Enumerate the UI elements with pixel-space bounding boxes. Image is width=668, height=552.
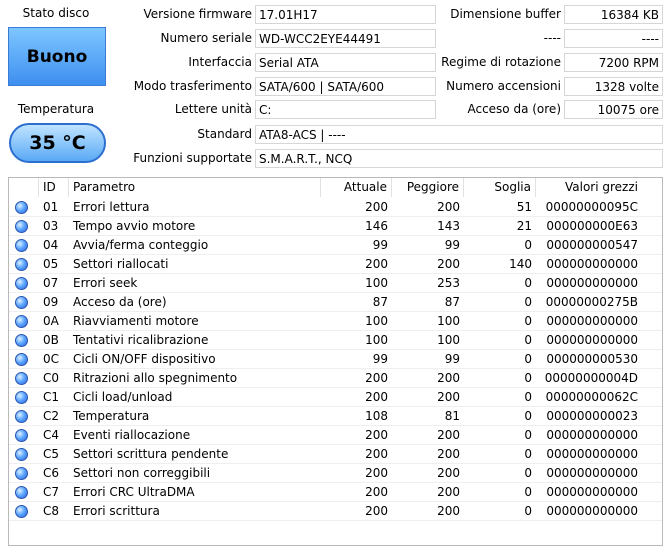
blank-value: ---- <box>564 29 663 48</box>
power-on-hours-value: 10075 ore <box>564 100 663 119</box>
status-good-icon <box>15 277 28 290</box>
attribute-threshold: 0 <box>524 295 532 309</box>
attribute-raw: 000000000000 <box>546 485 638 499</box>
health-status-label: Stato disco <box>22 6 90 20</box>
attribute-name: Riavviamenti motore <box>73 314 199 328</box>
status-good-icon <box>15 239 28 252</box>
header-threshold[interactable]: Soglia <box>464 178 536 197</box>
blank-label: ---- <box>543 31 561 45</box>
attribute-id: C2 <box>43 409 60 423</box>
table-row[interactable] <box>9 483 662 502</box>
attribute-threshold: 0 <box>524 466 532 480</box>
attribute-name: Settori scrittura pendente <box>73 447 229 461</box>
attribute-raw: 000000000000 <box>546 257 638 271</box>
attribute-name: Acceso da (ore) <box>73 295 167 309</box>
attribute-id: C4 <box>43 428 60 442</box>
attribute-id: 05 <box>43 257 59 271</box>
attribute-name: Tempo avvio motore <box>73 219 196 233</box>
header-parameter[interactable]: Parametro <box>69 178 321 197</box>
table-row[interactable] <box>9 502 662 521</box>
standard-label: Standard <box>197 127 252 141</box>
attribute-threshold: 0 <box>524 238 532 252</box>
attribute-worst: 200 <box>437 371 460 385</box>
table-row[interactable] <box>9 407 662 426</box>
attribute-threshold: 51 <box>516 200 532 214</box>
attribute-worst: 87 <box>444 295 460 309</box>
attribute-id: 0A <box>43 314 59 328</box>
attribute-name: Tentativi ricalibrazione <box>73 333 209 347</box>
attribute-worst: 253 <box>437 276 460 290</box>
buffer-size-label: Dimensione buffer <box>450 7 561 21</box>
attribute-name: Avvia/ferma conteggio <box>73 238 209 252</box>
attribute-raw: 00000000275B <box>545 295 638 309</box>
table-row[interactable] <box>9 369 662 388</box>
attribute-current: 146 <box>365 219 388 233</box>
attribute-threshold: 0 <box>524 485 532 499</box>
table-row[interactable] <box>9 464 662 483</box>
attribute-id: 07 <box>43 276 59 290</box>
attribute-current: 99 <box>372 352 388 366</box>
attribute-name: Ritrazioni allo spegnimento <box>73 371 238 385</box>
buffer-size-value: 16384 KB <box>564 5 663 24</box>
attribute-raw: 000000000023 <box>546 409 638 423</box>
attribute-current: 100 <box>365 276 388 290</box>
attribute-threshold: 0 <box>524 371 532 385</box>
attribute-raw: 000000000000 <box>546 276 638 290</box>
attribute-current: 200 <box>365 200 388 214</box>
attribute-id: 09 <box>43 295 59 309</box>
health-status-button[interactable]: Buono <box>8 27 106 86</box>
table-row[interactable] <box>9 388 662 407</box>
firmware-value: 17.01H17 <box>255 5 436 24</box>
attribute-worst: 200 <box>437 390 460 404</box>
attribute-id: C0 <box>43 371 60 385</box>
power-on-count-label: Numero accensioni <box>446 79 561 93</box>
attribute-current: 200 <box>365 485 388 499</box>
drive-letters-value: C: <box>255 100 436 119</box>
attribute-id: C1 <box>43 390 60 404</box>
power-on-count-value: 1328 volte <box>564 77 663 96</box>
attribute-threshold: 0 <box>524 390 532 404</box>
attribute-current: 87 <box>372 295 388 309</box>
firmware-label: Versione firmware <box>143 7 252 21</box>
table-row[interactable] <box>9 331 662 350</box>
attribute-threshold: 0 <box>524 352 532 366</box>
attribute-worst: 200 <box>437 257 460 271</box>
attribute-threshold: 0 <box>524 428 532 442</box>
attribute-raw: 00000000004D <box>544 371 638 385</box>
attribute-worst: 100 <box>437 333 460 347</box>
attribute-name: Errori CRC UltraDMA <box>73 485 195 499</box>
attribute-current: 99 <box>372 238 388 252</box>
attribute-name: Cicli load/unload <box>73 390 173 404</box>
attribute-worst: 200 <box>437 447 460 461</box>
attribute-raw: 000000000000 <box>546 314 638 328</box>
attribute-worst: 200 <box>437 466 460 480</box>
attribute-worst: 200 <box>437 428 460 442</box>
table-row[interactable] <box>9 350 662 369</box>
attribute-id: C6 <box>43 466 60 480</box>
attribute-worst: 100 <box>437 314 460 328</box>
status-good-icon <box>15 467 28 480</box>
attribute-id: C7 <box>43 485 60 499</box>
attribute-current: 200 <box>365 371 388 385</box>
attribute-current: 108 <box>365 409 388 423</box>
attribute-threshold: 140 <box>509 257 532 271</box>
rotation-rate-value: 7200 RPM <box>564 53 663 72</box>
attribute-name: Errori seek <box>73 276 138 290</box>
attribute-raw: 000000000000 <box>546 466 638 480</box>
status-good-icon <box>15 391 28 404</box>
attribute-current: 100 <box>365 314 388 328</box>
attribute-name: Settori riallocati <box>73 257 169 271</box>
header-current[interactable]: Attuale <box>321 178 392 197</box>
attribute-worst: 200 <box>437 200 460 214</box>
status-good-icon <box>15 505 28 518</box>
attribute-name: Eventi riallocazione <box>73 428 191 442</box>
status-good-icon <box>15 486 28 499</box>
status-good-icon <box>15 353 28 366</box>
drive-letters-label: Lettere unità <box>174 102 252 116</box>
power-on-hours-label: Acceso da (ore) <box>467 102 561 116</box>
attribute-name: Settori non correggibili <box>73 466 211 480</box>
attribute-threshold: 0 <box>524 276 532 290</box>
status-good-icon <box>15 429 28 442</box>
attribute-raw: 00000000095C <box>545 200 638 214</box>
table-row[interactable] <box>9 426 662 445</box>
table-row[interactable] <box>9 236 662 255</box>
rotation-rate-label: Regime di rotazione <box>441 55 561 69</box>
table-row[interactable] <box>9 293 662 312</box>
attribute-worst: 81 <box>444 409 460 423</box>
status-good-icon <box>15 220 28 233</box>
transfer-mode-label: Modo trasferimento <box>133 79 252 93</box>
table-row[interactable] <box>9 198 662 217</box>
attribute-id: C8 <box>43 504 60 518</box>
attribute-raw: 000000000000 <box>546 504 638 518</box>
attribute-worst: 99 <box>444 238 460 252</box>
attribute-threshold: 0 <box>524 333 532 347</box>
attribute-raw: 00000000062C <box>545 390 638 404</box>
attribute-id: 0C <box>43 352 60 366</box>
serial-label: Numero seriale <box>160 31 252 45</box>
attribute-raw: 000000000000 <box>546 333 638 347</box>
table-row[interactable] <box>9 255 662 274</box>
interface-value: Serial ATA <box>255 53 436 72</box>
serial-value: WD-WCC2EYE44491 <box>255 29 436 48</box>
transfer-mode-value: SATA/600 | SATA/600 <box>255 77 436 96</box>
attribute-worst: 200 <box>437 504 460 518</box>
attribute-worst: 99 <box>444 352 460 366</box>
attribute-id: C5 <box>43 447 60 461</box>
status-good-icon <box>15 258 28 271</box>
attribute-worst: 200 <box>437 485 460 499</box>
attribute-worst: 143 <box>437 219 460 233</box>
attribute-current: 200 <box>365 466 388 480</box>
features-value: S.M.A.R.T., NCQ <box>255 149 663 168</box>
status-good-icon <box>15 334 28 347</box>
attribute-name: Temperatura <box>73 409 150 423</box>
attribute-name: Errori scrittura <box>73 504 160 518</box>
smart-attributes-table[interactable] <box>8 177 663 546</box>
status-good-icon <box>15 201 28 214</box>
attribute-name: Cicli ON/OFF dispositivo <box>73 352 216 366</box>
attribute-raw: 000000000530 <box>546 352 638 366</box>
status-good-icon <box>15 315 28 328</box>
attribute-current: 200 <box>365 504 388 518</box>
attribute-raw: 000000000000 <box>546 428 638 442</box>
status-good-icon <box>15 296 28 309</box>
interface-label: Interfaccia <box>188 55 252 69</box>
attribute-threshold: 0 <box>524 314 532 328</box>
features-label: Funzioni supportate <box>133 151 252 165</box>
attribute-raw: 000000000E63 <box>546 219 638 233</box>
header-raw-values[interactable]: Valori grezzi <box>565 180 638 194</box>
attribute-current: 200 <box>365 428 388 442</box>
table-row[interactable] <box>9 445 662 464</box>
temperature-label: Temperatura <box>17 102 95 116</box>
temperature-button[interactable]: 35 °C <box>9 123 106 163</box>
attribute-id: 04 <box>43 238 59 252</box>
attribute-threshold: 0 <box>524 447 532 461</box>
attribute-threshold: 0 <box>524 409 532 423</box>
status-good-icon <box>15 410 28 423</box>
table-header <box>9 178 662 197</box>
attribute-id: 0B <box>43 333 59 347</box>
header-status <box>9 178 39 197</box>
status-good-icon <box>15 372 28 385</box>
attribute-id: 03 <box>43 219 59 233</box>
attribute-threshold: 0 <box>524 504 532 518</box>
attribute-id: 01 <box>43 200 59 214</box>
header-worst[interactable]: Peggiore <box>392 178 464 197</box>
attribute-raw: 000000000547 <box>546 238 638 252</box>
standard-value: ATA8-ACS | ---- <box>255 125 663 144</box>
attribute-threshold: 21 <box>516 219 532 233</box>
attribute-current: 200 <box>365 447 388 461</box>
status-good-icon <box>15 448 28 461</box>
header-id[interactable]: ID <box>39 178 69 197</box>
attribute-current: 100 <box>365 333 388 347</box>
attribute-name: Errori lettura <box>73 200 150 214</box>
attribute-current: 200 <box>365 257 388 271</box>
table-row[interactable] <box>9 274 662 293</box>
table-row[interactable] <box>9 312 662 331</box>
attribute-raw: 000000000000 <box>546 447 638 461</box>
table-row[interactable] <box>9 217 662 236</box>
attribute-current: 200 <box>365 390 388 404</box>
